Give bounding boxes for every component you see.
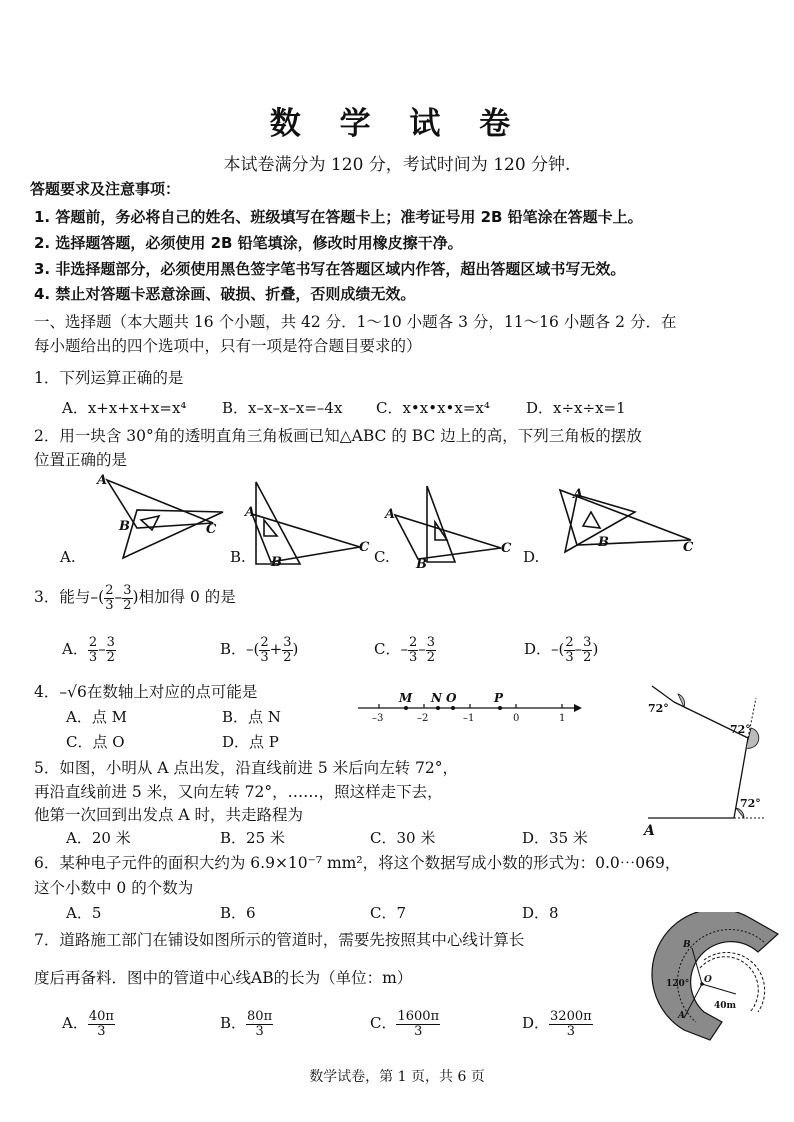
q2b-label-b: B [271, 555, 282, 570]
tick-label: 0 [513, 713, 520, 724]
exam-info: 本试卷满分为 120 分，考试时间为 120 分钟. [223, 155, 571, 175]
q2c-label-b: B [416, 557, 427, 572]
notice-item-3: 3. 非选择题部分，必须使用黑色签字笔书写在答题区域内作答，超出答题区域书写无效。 [34, 260, 626, 278]
notice-heading: 答题要求及注意事项： [30, 180, 181, 198]
angle-label: 72° [730, 723, 751, 736]
q2a-label-a: A [97, 473, 108, 488]
point-m: M [399, 691, 413, 705]
question-4-stem: 4．–√6在数轴上对应的点可能是 [34, 683, 258, 701]
q3-option-d: D．–( $\frac{2}{3}$ – $\frac{3}{2}$ ) [524, 635, 599, 665]
tick-label: –2 [417, 713, 429, 724]
fraction: $\frac{2}{3}$ [105, 583, 114, 613]
angle-label: 72° [648, 702, 669, 715]
q2-option-c: C. [374, 548, 390, 566]
q5-figure [640, 683, 770, 838]
q1-option-a: A．x+x+x+x=x⁴ [62, 399, 187, 417]
q7-option-d: D． $\frac{3200\pi}{3}$ [522, 1009, 592, 1039]
question-5-stem-line3: 他第一次回到出发点 A 时，共走路程为 [34, 806, 304, 824]
q3-option-a: A． $\frac{2}{3}$ – $\frac{3}{2}$ [62, 635, 115, 665]
q4-option-c: C．点 O [66, 733, 125, 751]
q2d-label-c: C [683, 540, 694, 555]
question-7-stem-line2: 度后再备料．图中的管道中心线AB的长为（单位：m） [34, 969, 413, 987]
point-n: N [431, 691, 442, 705]
point-p: P [494, 691, 504, 705]
question-1-stem: 1．下列运算正确的是 [34, 369, 184, 387]
start-point-a: A [644, 823, 655, 838]
question-2-stem-line2: 位置正确的是 [34, 451, 128, 469]
q2-option-a: A. [60, 548, 76, 566]
q1-option-d: D．x÷x÷x=1 [526, 399, 626, 417]
angle-label: 72° [740, 797, 761, 810]
q5-option-b: B．25 米 [220, 829, 285, 847]
q6-option-a: A．5 [66, 904, 102, 922]
q2a-label-c: C [206, 522, 217, 537]
fraction: $\frac{3}{2}$ [123, 583, 132, 613]
tick-label: –1 [463, 713, 475, 724]
section-heading: 一、选择题（本大题共 16 个小题，共 42 分．1～10 小题各 3 分，11～16 小题各 2 分．在 [34, 313, 677, 331]
q5-option-c: C．30 米 [370, 829, 436, 847]
q2d-label-b: B [598, 535, 609, 550]
q2b-label-a: A [245, 505, 256, 520]
page-footer: 数学试卷，第 1 页，共 6 页 [309, 1069, 485, 1085]
page-title: 数 学 试 卷 [269, 106, 525, 142]
q1-option-c: C．x•x•x•x=x⁴ [376, 399, 490, 417]
center-o: O [704, 975, 712, 985]
q2b-label-c: C [359, 540, 370, 555]
q2-option-b: B. [230, 548, 246, 566]
tick-label: –3 [372, 713, 384, 724]
q7-pipe-figure [640, 912, 780, 1047]
q4-option-d: D．点 P [222, 733, 279, 751]
q5-option-d: D．35 米 [522, 829, 588, 847]
q4-option-a: A．点 M [66, 708, 127, 726]
q6-option-d: D．8 [522, 904, 559, 922]
q2-option-d: D. [523, 548, 540, 566]
question-2-stem: 2．用一块含 30°角的透明直角三角板画已知△ABC 的 BC 边上的高，下列三角板的摆放 [34, 427, 642, 445]
q2d-label-a: A [573, 487, 584, 502]
point-o: O [446, 691, 457, 705]
question-6-stem: 6．某种电子元件的面积大约为 6.9×10⁻⁷ mm²，将这个数据写成小数的形式为：0.0⋯069， [34, 854, 681, 872]
question-3-stem: 3．能与–( $\frac{2}{3}$ – $\frac{3}{2}$ )相加得 0 的是 [34, 583, 236, 613]
question-5-stem: 5．如图，小明从 A 点出发，沿直线前进 5 米后向左转 72°， [34, 759, 459, 777]
angle-label: 120° [666, 979, 690, 989]
q6-option-b: B．6 [220, 904, 256, 922]
q1-option-b: B．x–x–x–x=–4x [222, 399, 343, 417]
radius-label: 40m [714, 1001, 737, 1011]
q5-option-a: A．20 米 [66, 829, 131, 847]
q7-option-b: B． $\frac{80\pi}{3}$ [220, 1009, 273, 1039]
q7-option-c: C． $\frac{1600\pi}{3}$ [370, 1009, 440, 1039]
notice-item-1: 1. 答题前，务必将自己的姓名、班级填写在答题卡上；准考证号用 2B 铅笔涂在答题卡上。 [34, 208, 643, 226]
notice-item-4: 4. 禁止对答题卡恶意涂画、破损、折叠，否则成绩无效。 [34, 285, 416, 303]
question-5-stem-line2: 再沿直线前进 5 米，又向左转 72°，……，照这样走下去， [34, 783, 443, 801]
q2c-label-c: C [501, 541, 512, 556]
question-6-stem-line2: 这个小数中 0 的个数为 [34, 879, 194, 897]
q6-option-c: C．7 [370, 904, 407, 922]
q3-option-c: C．– $\frac{2}{3}$ – $\frac{3}{2}$ [374, 635, 436, 665]
q2a-label-b: B [119, 519, 130, 534]
q7-option-a: A． $\frac{40\pi}{3}$ [62, 1009, 114, 1039]
q2-figure-c [395, 486, 501, 562]
point-b: B [683, 940, 691, 950]
notice-item-2: 2. 选择题答题，必须使用 2B 铅笔填涂，修改时用橡皮擦干净。 [34, 234, 463, 252]
q4-option-b: B．点 N [222, 708, 281, 726]
question-7-stem: 7．道路施工部门在铺设如图所示的管道时，需要先按照其中心线计算长 [34, 931, 525, 949]
point-a: A [678, 1011, 685, 1021]
q3-option-b: B．–( $\frac{2}{3}$ + $\frac{3}{2}$ ) [220, 635, 299, 665]
q2-figure-b [252, 482, 360, 564]
q2c-label-a: A [385, 507, 396, 522]
q4-number-line [352, 688, 584, 728]
section-heading-line2: 每小题给出的四个选项中，只有一项是符合题目要求的） [34, 337, 422, 355]
tick-label: 1 [559, 713, 566, 724]
